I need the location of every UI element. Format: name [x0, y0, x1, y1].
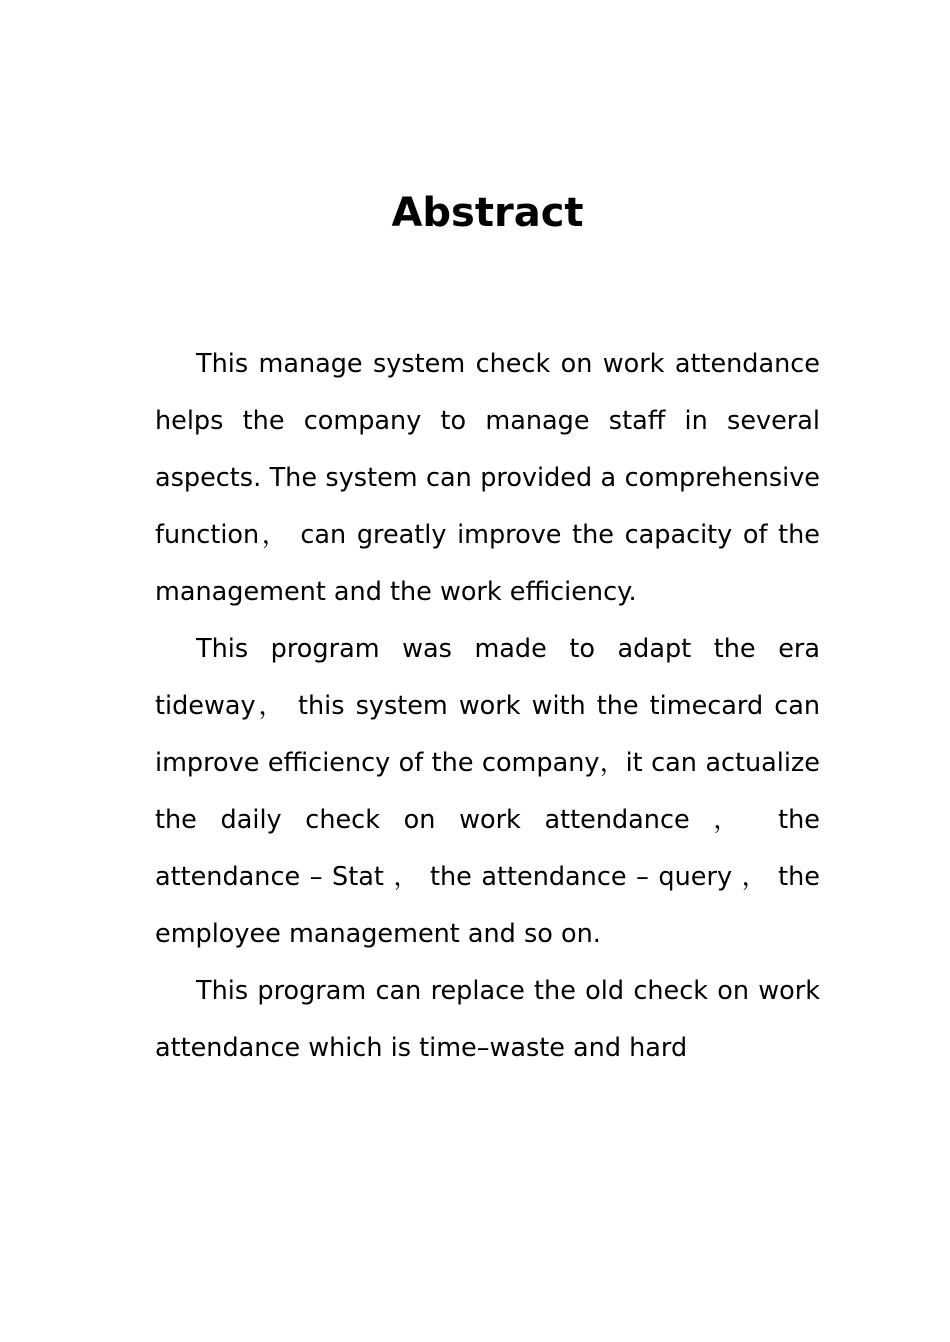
paragraph-1: This manage system check on work attendance helps the company to manage staff in several aspects. The system can provided a comprehensive function， can greatly improve the capacity of the management and the work efficiency. [155, 349, 820, 607]
abstract-body [155, 336, 820, 1077]
paragraph-2: This program was made to adapt the era tideway， this system work with the timecard can improve efficiency of the company，it can actualize the daily check on work attendance ， the attendance – Stat ， the attendance – query ， the employee management and so on. [155, 634, 820, 949]
paragraph-3: This program can replace the old check on work attendance which is time–waste and hard [155, 976, 820, 1063]
page-title: Abstract [391, 190, 584, 236]
